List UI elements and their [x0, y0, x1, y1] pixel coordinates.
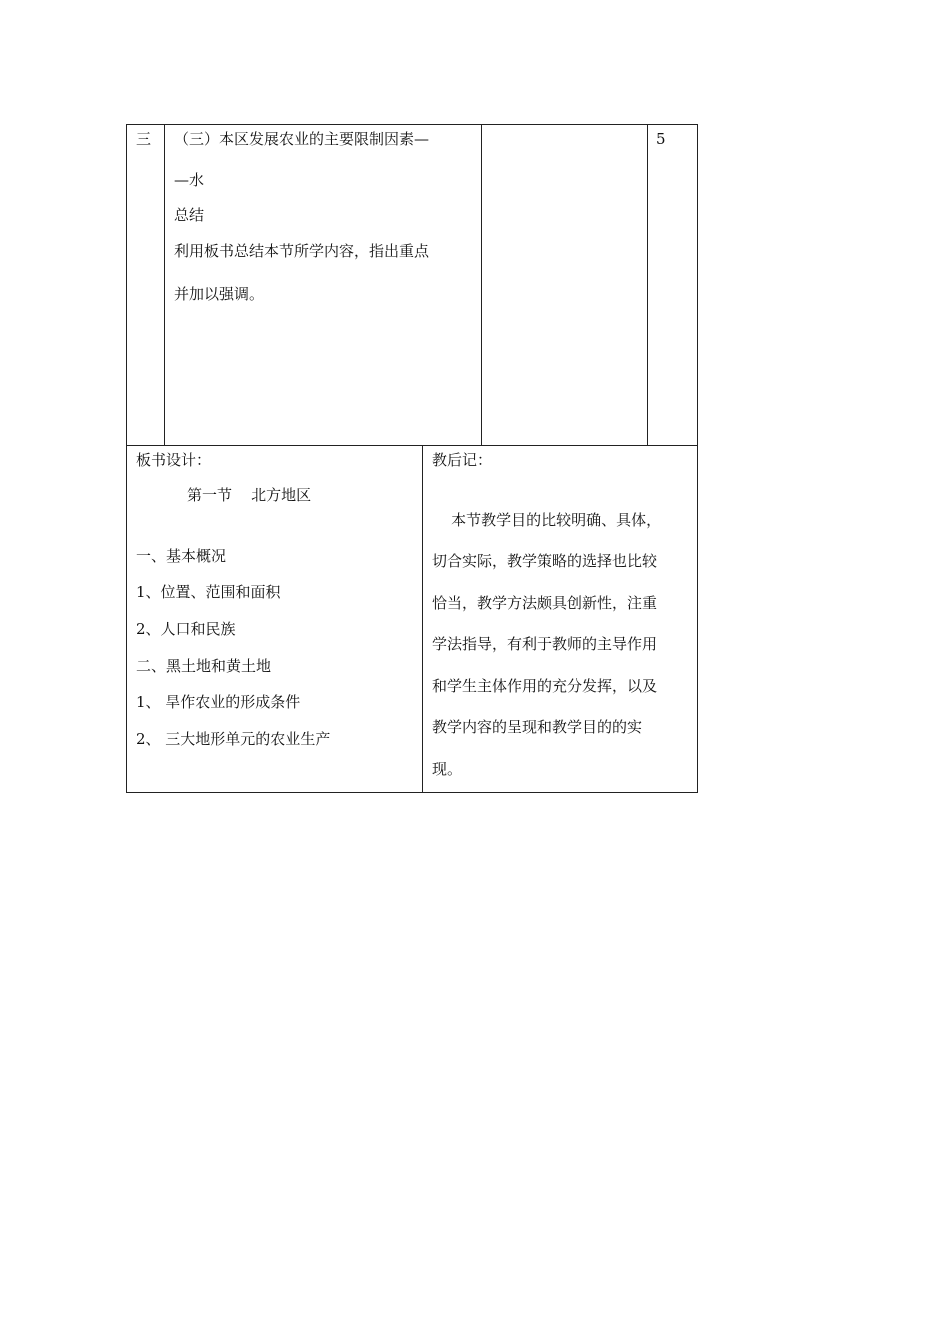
reflection-line-7: 现。 — [432, 760, 463, 778]
top-row-divider-2 — [481, 124, 482, 445]
reflection-line-3: 恰当，教学方法颇具创新性，注重 — [432, 594, 658, 612]
table-mid-border — [126, 445, 698, 446]
top-row-divider-3 — [647, 124, 648, 445]
board-item-1: 一、基本概况 — [136, 547, 227, 565]
board-item-5: 1、 旱作农业的形成条件 — [136, 693, 301, 711]
reflection-line-6: 教学内容的呈现和教学目的的实 — [432, 718, 643, 736]
content-line-4: 利用板书总结本节所学内容，指出重点 — [174, 242, 430, 260]
content-line-5: 并加以强调。 — [174, 285, 265, 303]
board-item-4: 二、黑土地和黄土地 — [136, 657, 272, 675]
content-line-2: —水 — [174, 171, 205, 189]
time-value: 5 — [656, 130, 666, 148]
board-item-2: 1、位置、范围和面积 — [136, 583, 281, 601]
content-line-3: 总结 — [174, 206, 205, 224]
reflection-line-2: 切合实际，教学策略的选择也比较 — [432, 552, 658, 570]
top-row-divider-1 — [164, 124, 165, 445]
reflection-line-1: 本节教学目的比较明确、具体， — [432, 511, 662, 529]
content-line-1: （三）本区发展农业的主要限制因素— — [174, 130, 430, 148]
board-item-3: 2、人口和民族 — [136, 620, 236, 638]
stage-marker: 三 — [136, 130, 152, 148]
reflection-line-5: 和学生主体作用的充分发挥，以及 — [432, 677, 658, 695]
table-right-border — [697, 124, 698, 793]
table-bottom-border — [126, 792, 698, 793]
table-left-border — [126, 124, 127, 793]
bottom-row-divider — [422, 445, 423, 792]
reflection-line-4: 学法指导，有利于教师的主导作用 — [432, 635, 658, 653]
board-design-heading: 板书设计： — [136, 451, 212, 469]
table-top-border — [126, 124, 698, 125]
board-design-title: 第一节 北方地区 — [187, 486, 312, 504]
reflection-heading: 教后记： — [432, 451, 493, 469]
board-item-6: 2、 三大地形单元的农业生产 — [136, 730, 331, 748]
